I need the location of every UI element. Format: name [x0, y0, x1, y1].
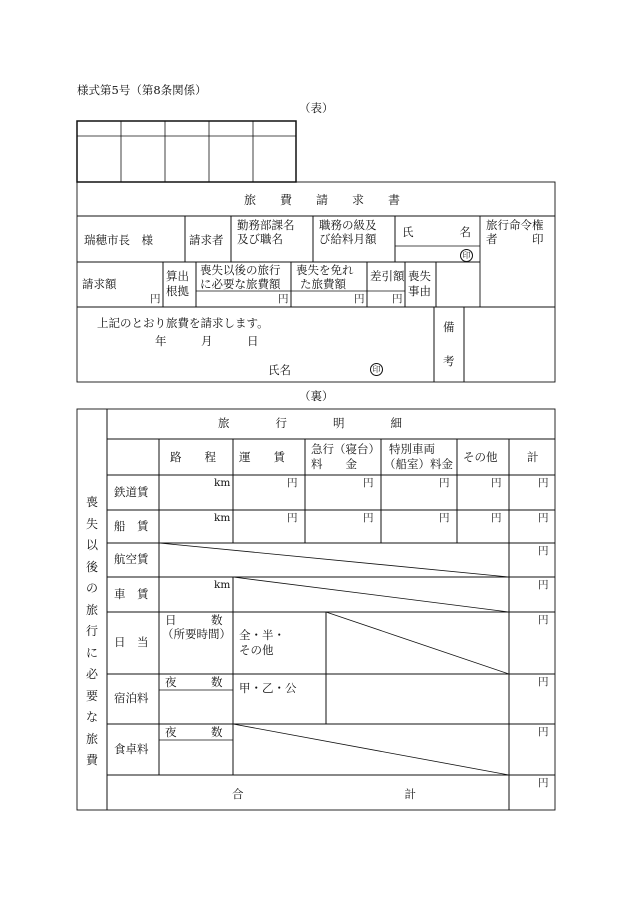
- job-title-label: 勤務部課名: [237, 218, 295, 232]
- row-lodging: 宿泊料: [114, 691, 149, 705]
- unit-km: km: [214, 477, 231, 489]
- row-daily: 日 当: [114, 635, 149, 649]
- form-number: 様式第5号（第8条関係）: [77, 83, 207, 97]
- row-air: 航空賃: [114, 552, 149, 566]
- row-ship: 船 賃: [114, 519, 149, 533]
- nights-label: 夜 数: [165, 675, 223, 689]
- row-rail: 鉄道賃: [114, 485, 149, 499]
- addressee: 瑞穂市長 様: [84, 233, 153, 247]
- lodging-types: 甲・乙・公: [239, 681, 297, 695]
- side-label: 喪失以後の旅行に必要な旅費: [85, 495, 98, 767]
- remarks-label: 備: [443, 320, 455, 334]
- authority-label: 旅行命令権: [486, 218, 544, 232]
- header-fare: 運 賃: [239, 450, 285, 464]
- reason-label: 喪失: [408, 269, 431, 283]
- detail-title: 旅 行 明 細: [218, 416, 402, 430]
- header-special: 特別車両: [389, 442, 435, 456]
- header-distance: 路 程: [170, 450, 216, 464]
- needed-label: 喪失以後の旅行: [200, 263, 281, 277]
- seal-icon: 印: [460, 249, 473, 262]
- basis-label: 算出: [166, 269, 189, 283]
- back-label: （裏）: [299, 389, 334, 403]
- date-line: 年 月 日: [155, 334, 259, 348]
- yen-unit: 円: [150, 293, 161, 305]
- signature-name-label: 氏名: [268, 363, 291, 377]
- salary-label: 職務の級及: [319, 218, 377, 232]
- days-label: 日 数: [165, 613, 223, 627]
- row-car: 車 賃: [114, 587, 149, 601]
- grand-total-label: 合 計: [232, 787, 416, 801]
- form-title: 旅 費 請 求 書: [244, 193, 401, 207]
- name-label: 氏 名: [402, 225, 471, 239]
- claim-amount-label: 請求額: [82, 277, 117, 291]
- claimant-label: 請求者: [189, 233, 224, 247]
- difference-label: 差引額: [370, 269, 405, 283]
- daily-types: 全・半・: [239, 628, 285, 642]
- statement-text: 上記のとおり旅費を請求します。: [97, 316, 269, 330]
- header-express: 急行（寝台）: [311, 442, 380, 456]
- avoided-label: 喪失を免れ: [296, 263, 354, 277]
- hours-label: （所要時間）: [162, 627, 231, 641]
- header-other: その他: [463, 450, 498, 464]
- nights-label: 夜 数: [165, 725, 223, 739]
- header-total: 計: [527, 450, 539, 464]
- row-meal: 食卓料: [114, 742, 149, 756]
- front-label: （表）: [299, 101, 334, 115]
- seal-icon: 印: [370, 363, 383, 376]
